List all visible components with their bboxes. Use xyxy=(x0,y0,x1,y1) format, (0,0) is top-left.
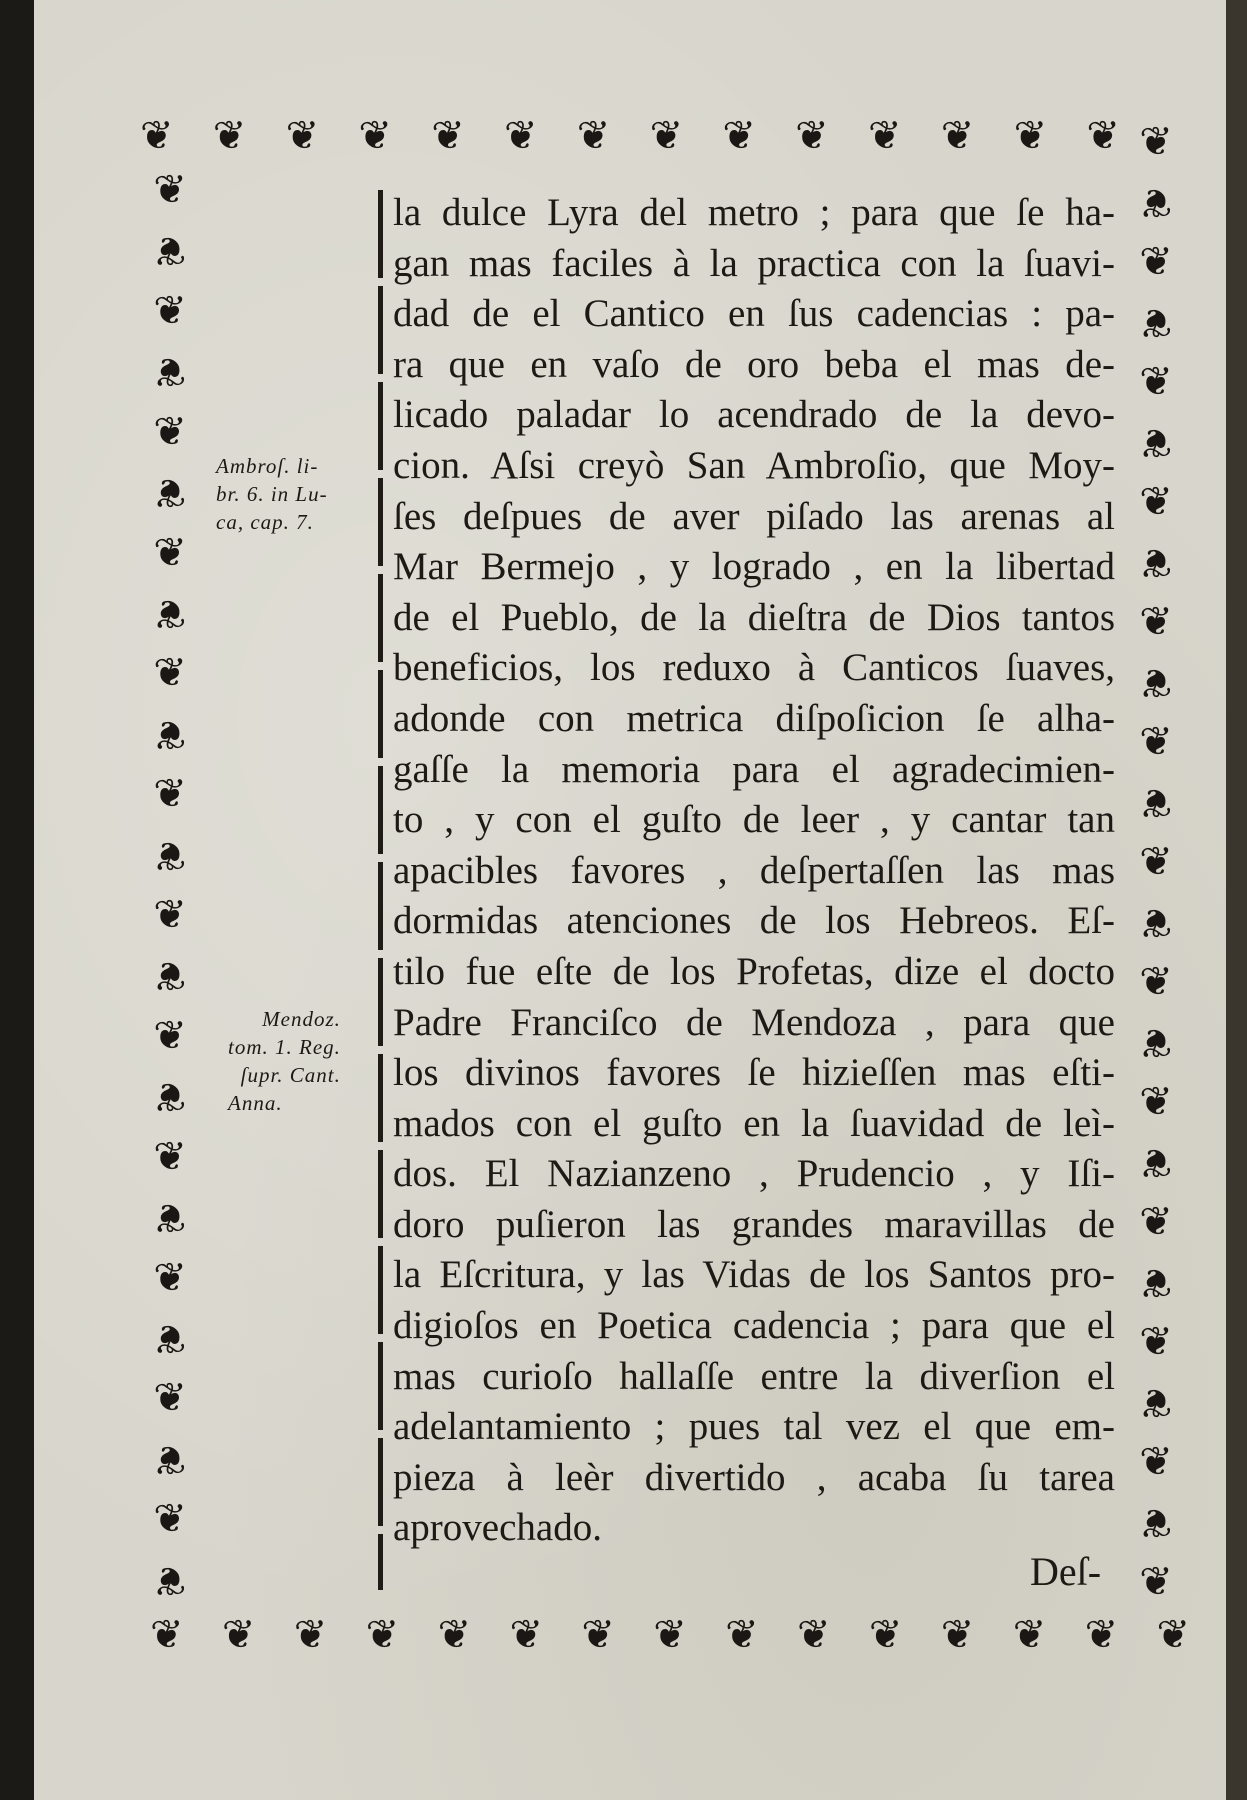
fleuron-ornament-icon: ❦ xyxy=(153,227,187,274)
fleuron-ornament-icon: ❦ xyxy=(153,1496,187,1543)
fleuron-ornament-icon: ❦ xyxy=(1139,1139,1173,1185)
fleuron-ornament-icon: ❦ xyxy=(153,1254,187,1301)
text-line: cion. Aſsi creyò San Ambroſio, que Moy- xyxy=(393,443,1115,487)
fleuron-ornament-icon: ❦ xyxy=(649,113,684,159)
fleuron-ornament-icon: ❦ xyxy=(153,469,187,516)
text-line: gaſſe la memoria para el agradecimien- xyxy=(393,747,1115,791)
fleuron-ornament-icon: ❦ xyxy=(1139,359,1173,405)
fleuron-ornament-icon: ❦ xyxy=(576,113,611,159)
text-line: aprovechado. xyxy=(393,1506,602,1550)
fleuron-ornament-icon: ❦ xyxy=(1139,539,1173,585)
fleuron-ornament-icon: ❦ xyxy=(1139,1019,1173,1065)
fleuron-ornament-icon: ❦ xyxy=(581,1612,615,1658)
fleuron-ornament-icon: ❦ xyxy=(431,113,465,159)
text-line: gan mas faciles à la practica con la ſuavi- xyxy=(393,241,1115,285)
text-line: dormidas atenciones de los Hebreos. Eſ- xyxy=(393,899,1115,943)
fleuron-ornament-icon: ❦ xyxy=(221,1612,256,1658)
text-line: mas curioſo hallaſſe entre la diverſion el xyxy=(393,1354,1115,1398)
fleuron-ornament-icon: ❦ xyxy=(140,113,174,159)
text-line: ra que en vaſo de oro beba el mas de- xyxy=(393,342,1115,386)
fleuron-ornament-icon: ❦ xyxy=(293,1612,328,1658)
text-line: Padre Franciſco de Mendoza , para que xyxy=(393,1000,1115,1044)
fleuron-ornament-icon: ❦ xyxy=(509,1612,543,1658)
text-line: pieza à leèr divertido , acaba ſu tarea xyxy=(393,1455,1115,1499)
text-line: los divinos favores ſe hizieſſen mas eſti- xyxy=(393,1051,1115,1095)
fleuron-ornament-icon: ❦ xyxy=(1139,1079,1173,1125)
fleuron-ornament-icon: ❦ xyxy=(153,1194,187,1241)
fleuron-ornament-icon: ❦ xyxy=(1139,419,1173,465)
note-line: br. 6. in Lu- xyxy=(216,482,328,506)
fleuron-ornament-icon: ❦ xyxy=(153,589,187,636)
fleuron-ornament-icon: ❦ xyxy=(1012,1612,1047,1658)
fleuron-ornament-icon: ❦ xyxy=(153,287,187,334)
text-line: apacibles favores , deſpertaſſen las mas xyxy=(393,848,1115,892)
fleuron-ornament-icon: ❦ xyxy=(1139,1259,1173,1305)
fleuron-ornament-icon: ❦ xyxy=(153,1133,187,1180)
left-ornamental-border xyxy=(138,167,202,1603)
fleuron-ornament-icon: ❦ xyxy=(358,113,392,159)
fleuron-ornament-icon: ❦ xyxy=(285,113,320,159)
margin-note-ambrose xyxy=(216,452,328,536)
text-line: la dulce Lyra del metro ; para que ſe ha- xyxy=(393,191,1115,234)
fleuron-ornament-icon: ❦ xyxy=(940,1612,975,1658)
adjacent-page-edge xyxy=(1226,0,1247,1800)
note-line: ſupr. Cant. xyxy=(240,1063,341,1087)
fleuron-ornament-icon: ❦ xyxy=(153,1012,187,1059)
fleuron-ornament-icon: ❦ xyxy=(153,650,187,697)
fleuron-ornament-icon: ❦ xyxy=(1139,239,1173,285)
fleuron-ornament-icon: ❦ xyxy=(653,1612,687,1658)
fleuron-ornament-icon: ❦ xyxy=(153,408,187,455)
text-line: de el Pueblo, de la dieſtra de Dios tantos xyxy=(393,595,1115,639)
catchword: Deſ- xyxy=(1030,1549,1102,1594)
fleuron-ornament-icon: ❦ xyxy=(797,1612,831,1658)
fleuron-ornament-icon: ❦ xyxy=(868,1612,903,1658)
fleuron-ornament-icon: ❦ xyxy=(1139,179,1173,225)
fleuron-ornament-icon: ❦ xyxy=(1139,1379,1173,1425)
fleuron-ornament-icon: ❦ xyxy=(503,113,538,159)
fleuron-ornament-icon: ❦ xyxy=(722,113,756,159)
fleuron-ornament-icon: ❦ xyxy=(725,1612,759,1658)
text-line: dad de el Cantico en ſus cadencias : pa- xyxy=(393,292,1115,336)
fleuron-ornament-icon: ❦ xyxy=(437,1612,472,1658)
fleuron-ornament-icon: ❦ xyxy=(1139,119,1173,165)
text-line: adelantamiento ; pues tal vez el que em- xyxy=(393,1405,1115,1449)
fleuron-ornament-icon: ❦ xyxy=(795,113,829,159)
fleuron-ornament-icon: ❦ xyxy=(1139,719,1173,765)
fleuron-ornament-icon: ❦ xyxy=(153,771,187,818)
body-text xyxy=(393,188,1115,1554)
fleuron-ornament-icon: ❦ xyxy=(153,1315,187,1362)
fleuron-ornament-icon: ❦ xyxy=(1013,113,1048,159)
fleuron-ornament-icon: ❦ xyxy=(153,1556,187,1603)
text-line: la Eſcritura, y las Vidas de los Santos pro- xyxy=(393,1253,1115,1297)
fleuron-ornament-icon: ❦ xyxy=(1139,299,1173,345)
text-line: licado paladar lo acendrado de la devo- xyxy=(393,393,1115,437)
fleuron-ornament-icon: ❦ xyxy=(153,952,187,999)
fleuron-ornament-icon: ❦ xyxy=(1139,779,1173,825)
bottom-ornamental-border xyxy=(150,1608,1190,1662)
text-line: mados con el guſto en la ſuavidad de leì- xyxy=(393,1101,1115,1145)
text-line: Mar Bermejo , y logrado , en la libertad xyxy=(393,545,1115,589)
fleuron-ornament-icon: ❦ xyxy=(940,113,975,159)
text-line: to , y con el guſto de leer , y cantar tan xyxy=(393,798,1115,842)
fleuron-ornament-icon: ❦ xyxy=(153,348,187,395)
fleuron-ornament-icon: ❦ xyxy=(1139,1559,1173,1605)
note-line: Anna. xyxy=(228,1091,283,1115)
fleuron-ornament-icon: ❦ xyxy=(365,1612,400,1658)
fleuron-ornament-icon: ❦ xyxy=(153,167,187,213)
margin-rule xyxy=(378,190,383,1590)
fleuron-ornament-icon: ❦ xyxy=(153,892,187,939)
fleuron-ornament-icon: ❦ xyxy=(1139,899,1173,945)
fleuron-ornament-icon: ❦ xyxy=(1086,113,1120,159)
fleuron-ornament-icon: ❦ xyxy=(1139,1439,1173,1485)
fleuron-ornament-icon: ❦ xyxy=(153,1375,187,1422)
fleuron-ornament-icon: ❦ xyxy=(153,710,187,757)
fleuron-ornament-icon: ❦ xyxy=(1139,1319,1173,1365)
margin-note-mendoza xyxy=(228,1005,341,1117)
note-line: Mendoz. xyxy=(262,1007,341,1031)
text-line: dos. El Nazianzeno , Prudencio , y Iſi- xyxy=(393,1152,1115,1196)
fleuron-ornament-icon: ❦ xyxy=(1156,1612,1190,1658)
fleuron-ornament-icon: ❦ xyxy=(1139,599,1173,645)
fleuron-ornament-icon: ❦ xyxy=(153,529,187,576)
text-line: adonde con metrica diſpoſicion ſe alha- xyxy=(393,696,1115,740)
fleuron-ornament-icon: ❦ xyxy=(1139,839,1173,885)
fleuron-ornament-icon: ❦ xyxy=(1139,959,1173,1005)
fleuron-ornament-icon: ❦ xyxy=(1084,1612,1119,1658)
top-ornamental-border xyxy=(140,108,1120,164)
text-line: doro puſieron las grandes maravillas de xyxy=(393,1202,1115,1246)
text-line: ſes deſpues de aver piſado las arenas al xyxy=(393,494,1115,538)
fleuron-ornament-icon: ❦ xyxy=(1139,1499,1173,1545)
fleuron-ornament-icon: ❦ xyxy=(1139,1199,1173,1245)
fleuron-ornament-icon: ❦ xyxy=(153,1073,187,1120)
text-line: digioſos en Poetica cadencia ; para que el xyxy=(393,1304,1115,1348)
fleuron-ornament-icon: ❦ xyxy=(153,1435,187,1482)
fleuron-ornament-icon: ❦ xyxy=(212,113,247,159)
note-line: ca, cap. 7. xyxy=(216,510,314,534)
fleuron-ornament-icon: ❦ xyxy=(1139,659,1173,705)
fleuron-ornament-icon: ❦ xyxy=(1139,479,1173,525)
text-line: tilo fue eſte de los Profetas, dize el docto xyxy=(393,949,1115,993)
fleuron-ornament-icon: ❦ xyxy=(150,1612,184,1658)
fleuron-ornament-icon: ❦ xyxy=(867,113,902,159)
right-ornamental-border xyxy=(1124,119,1188,1605)
note-line: tom. 1. Reg. xyxy=(228,1035,341,1059)
text-line: beneficios, los reduxo à Canticos ſuaves, xyxy=(393,646,1115,690)
fleuron-ornament-icon: ❦ xyxy=(153,831,187,878)
note-line: Ambroſ. li- xyxy=(216,454,319,478)
